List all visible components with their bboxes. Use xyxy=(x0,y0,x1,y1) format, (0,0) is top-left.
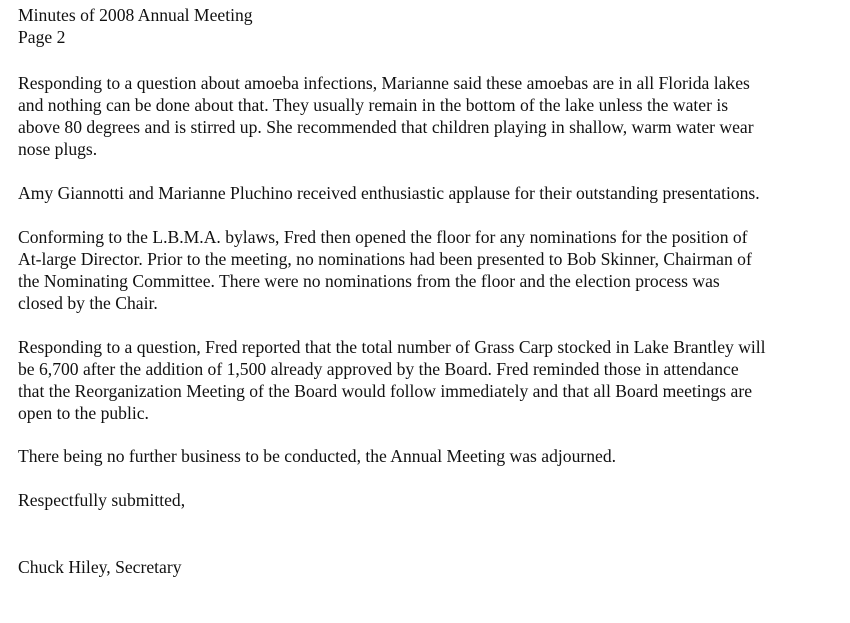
signature: Chuck Hiley, Secretary xyxy=(18,557,182,577)
paragraph-line: above 80 degrees and is stirred up. She recommended that children playing in shallow, warm water wear xyxy=(18,117,754,137)
paragraph-amoeba xyxy=(18,72,840,160)
paragraph-line: that the Reorganization Meeting of the Board would follow immediately and that all Board meetings are xyxy=(18,381,753,401)
closing-salutation: Respectfully submitted, xyxy=(18,490,186,510)
paragraph-line: closed by the Chair. xyxy=(18,293,158,313)
paragraph-adjournment xyxy=(18,445,840,467)
paragraph-line: open to the public. xyxy=(18,403,149,423)
paragraph-line: and nothing can be done about that. They usually remain in the bottom of the lake unless the water is xyxy=(18,95,729,115)
paragraph-line: Conforming to the L.B.M.A. bylaws, Fred then opened the floor for any nominations for the position of xyxy=(18,227,748,247)
closing-salutation-block xyxy=(18,489,840,511)
paragraph-line: Responding to a question, Fred reported that the total number of Grass Carp stocked in Lake Brantley will xyxy=(18,337,766,357)
paragraph-line: the Nominating Committee. There were no nominations from the floor and the election process was xyxy=(18,271,720,291)
signature-block xyxy=(18,556,840,578)
document-title: Minutes of 2008 Annual Meeting xyxy=(18,5,253,25)
paragraph-line: There being no further business to be conducted, the Annual Meeting was adjourned. xyxy=(18,446,617,466)
paragraph-applause xyxy=(18,182,840,204)
paragraph-line: be 6,700 after the addition of 1,500 already approved by the Board. Fred reminded those in attendance xyxy=(18,359,739,379)
paragraph-line: nose plugs. xyxy=(18,139,98,159)
paragraph-grass-carp xyxy=(18,336,840,424)
paragraph-nominations xyxy=(18,226,840,314)
page-number: Page 2 xyxy=(18,27,66,47)
document-header xyxy=(18,4,840,48)
paragraph-line: Responding to a question about amoeba infections, Marianne said these amoebas are in all Florida lakes xyxy=(18,73,750,93)
paragraph-line: Amy Giannotti and Marianne Pluchino received enthusiastic applause for their outstanding presentations. xyxy=(18,183,760,203)
paragraph-line: At-large Director. Prior to the meeting, no nominations had been presented to Bob Skinner, Chairman of xyxy=(18,249,752,269)
